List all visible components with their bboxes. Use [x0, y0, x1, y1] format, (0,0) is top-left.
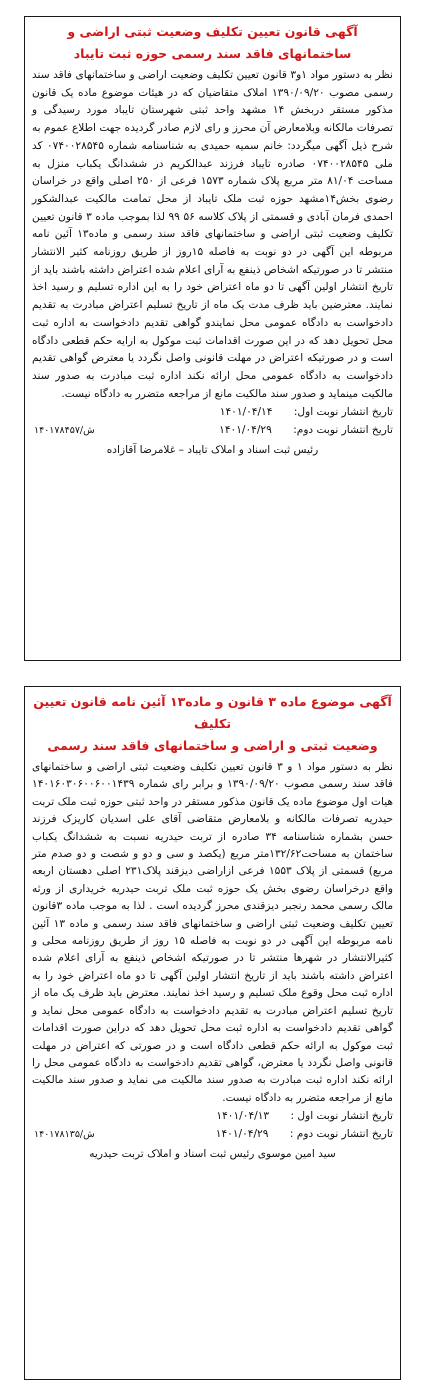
first-publication-label: تاریخ انتشار نوبت اول: [293, 406, 393, 419]
notice-taybad [24, 16, 401, 661]
title-line-2: وضعیت ثبتی و اراضی و ساختمانهای فاقد سند رسمی [47, 738, 378, 753]
title-line-1: آگهی موضوع ماده ۳ قانون و ماده۱۳ آئین نامه قانون تعیین تکلیف [33, 694, 392, 731]
first-publication-date: ۱۴۰۱/۰۴/۱۳ [216, 1110, 270, 1123]
first-publication-label: تاریخ انتشار نوبت اول : [290, 1110, 393, 1123]
title-line-1: آگهی قانون تعیین تکلیف وضعیت ثبتی اراضی و [67, 24, 358, 39]
signer: سید امین موسوی رئیس ثبت اسناد و املاک تربت حیدریه [89, 1147, 336, 1160]
first-publication-row [32, 404, 393, 422]
second-publication-date: ۱۴۰۱/۰۴/۲۹ [219, 424, 272, 437]
second-publication-row [32, 1126, 393, 1144]
notice-body: نظر به دستور مواد ۱و۳ قانون تعیین تکلیف وضعیت اراضی و ساختمانهای فاقد سند رسمی مصوب ۱۳۹۰/۰۹/۲۰ املاک متقاضیان که در هیئات موضوع ماده یک قانون مذکور مستقر دربخش ۱۴ مشهد واحد ثبتی شهرستان تایباد مورد رسیدگی و تصرفات مالکانه وبلامعارض آن محرز و رای لازم صادر گردیده جهت اطلاع عموم به شرح ذیل آگهی میگردد: خانم سمیه حمیدی به شناسنامه شماره ۰۷۴۰۰۲۸۵۴۵ کد ملی ۰۷۴۰۰۲۸۵۴۵ صادره تایباد فرزند عبدالکریم در ششدانگ یکباب منزل به مساحت ۸۱/۰۴ متر مربع پلاک شماره ۱۵۷۳ فرعی از ۲۵۰ اصلی واقع در خراسان رضوی بخش۱۴مشهد حوزه ثبت ملک تایباد از محل تمامت مالکیت عبدالشکور احمدی فرمان آبادی و قسمتی از پلاک کلاسه ۵۶ ۹۹ لذا بموجب ماده ۳ قانون تعیین تکلیف وضعیت ثبتی اراضی و ساختمانهای فاقد سند رسمی و ماده۱۳ آئین نامه مربوطه این آگهی در دو نوبت به فاصله ۱۵روز از طریق روزنامه کثیر الانتشار منتشر تا در صورتیکه اشخاص ذینفع به آرای اعلام شده اعتراض داشته باشند باید از تاریخ انتشار اولین آگهی تا دو ماه اعتراض خود را به این اداره تسلیم و رسید اخذ نمایند. معترضین باید ظرف مدت یک ماه از تاریخ تسلیم اعتراض مبادرت به تقدیم دادخواست به دادگاه عمومی محل نمایندو گواهی تقدیم دادخواست به اداره ثبت محل تحویل دهد که در این صورت اقدامات ثبت موکول به ارایه حکم قطعی دادگاه است و در صورتیکه اعتراض در مهلت قانونی واصل نگردد یا معترض گواهی تقدیم دادخواست به دادگاه عمومی محل ارائه نکند اداره ثبت مبادرت به صدور سند مالکیت مینماید و صدور سند مالکیت مانع از مراجعه متضرر به دادگاه نیست. [32, 69, 394, 400]
signer: رئیس ثبت اسناد و املاک تایباد – غلامرضا آقازاده [106, 443, 319, 456]
title-line-2: ساختمانهای فاقد سند رسمی حوزه ثبت تایباد [73, 46, 352, 61]
second-publication-label: تاریخ انتشار نوبت دوم : [289, 1127, 393, 1140]
second-publication-row [32, 422, 393, 440]
reference-number: ۱۴۰۱۷۸۱۳۵/ش [34, 1128, 95, 1140]
second-publication-date: ۱۴۰۱/۰۴/۲۹ [215, 1127, 269, 1140]
publication-dates [32, 1108, 393, 1143]
first-publication-date: ۱۴۰۱/۰۴/۱۴ [219, 406, 273, 419]
reference-number: ۱۴۰۱۷۸۴۵۷/ش [34, 425, 95, 437]
publication-dates [32, 404, 393, 439]
first-publication-row [32, 1108, 393, 1126]
notice-title [32, 691, 393, 757]
second-publication-label: تاریخ انتشار نوبت دوم: [293, 424, 393, 437]
notice-torbat-heydarieh [24, 686, 401, 1380]
notice-title [32, 21, 393, 65]
notice-body: نظر به دستور مواد ۱ و ۳ قانون تعیین تکلیف وضعیت ثبتی اراضی و ساختمانهای فاقد سند رسمی مصوب ۱۳۹۰/۰۹/۲۰ و برابر رای شماره ۱۴۰۱۶۰۳۰۶۰۰۶۰۰۱۴۳۹ هیات اول موضوع ماده یک قانون مذکور مستقر در واحد ثبتی حوزه ثبت ملک تربت حیدریه تصرفات مالکانه و بلامعارض متقاضی آقای علی اسدیان کاریزک فرزند حسن بشماره شناسنامه ۳۴ صادره از تربت حیدریه نسبت به ششدانگ یکباب ساختمان به مساحت۱۳۲/۶۲متر مربع (یکصد و سی و دو و شصت و دو صدم متر مربع) قسمتی از پلاک ۱۵۵۳ فرعی ازاراضی دیزقند پلاک۲۳۱ اصلی دهستان اربعه واقع درخراسان رضوی بخش یک حوزه ثبت ملک تربت حیدریه خریداری از ورثه مالک رسمی محمد رنجبر دیزقندی محرز گردیده است . لذا به موجب ماده ۳قانون تعیین تکلیف وضعیت ثبتی اراضی و ساختمانهای فاقد سند رسمی و ماده ۱۳ آئین نامه مربوطه این آگهی در دو نوبت به فاصله ۱۵ روز از طریق روزنامه محلی و کثیرالانتشار در شهرها منتشر تا در صورتیکه اشخاص ذینفع به آرای اعلام شده اعتراض داشته باشند باید از تاریخ انتشار اولین آگهی تا دو ماه اعتراض خود را به اداره ثبت محل وقوع ملک تسلیم و رسید اخذ نمایند. معترض باید ظرف یک ماه از تاریخ تسلیم اعتراض مبادرت به تقدیم دادخواست به دادگاه عمومی محل نماید و گواهی تقدیم دادخواست به اداره ثبت محل تحویل دهد که دراین صورت اقدامات ثبت موکول به ارائه حکم قطعی دادگاه است و در صورتی که اعتراض در مهلت قانونی واصل نگردد یا معترض، گواهی تقدیم دادخواست به دادگاه عمومی محل را ارائه نکند اداره ثبت مبادرت به صدور سند مالکیت می نماید و صدور سند مالکیت مانع از مراجعه متضرر به دادگاه نیست. [32, 761, 394, 1104]
